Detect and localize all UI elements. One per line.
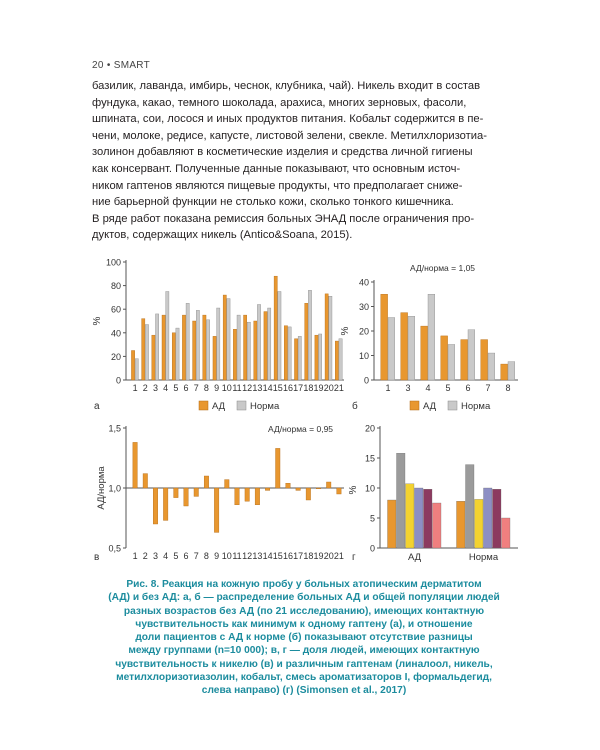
y-tick-label: 10	[358, 351, 369, 361]
caption-line: слева направо) (г) (Simonsen et al., 2017)	[201, 685, 407, 697]
legend-swatch-norma	[237, 401, 246, 410]
bar-ad	[441, 336, 448, 380]
bar-ratio	[337, 488, 341, 494]
bar-ratio	[153, 488, 157, 524]
bar-ad	[131, 351, 134, 381]
y-tick-label: 0,5	[108, 543, 121, 554]
y-tick-label: 20	[358, 326, 369, 337]
bar-hapten	[475, 499, 484, 548]
body-line: золинон добавляют в косметические изделия и средства личной гигиены	[92, 146, 473, 159]
bar-ad	[284, 326, 287, 380]
panel-label: а	[94, 401, 100, 412]
bar-norma	[217, 308, 220, 380]
x-tick-label: 3	[152, 551, 158, 561]
bar-hapten	[397, 453, 406, 548]
x-tick-label: 20	[323, 551, 334, 561]
bar-ratio	[194, 488, 198, 496]
bar-norma	[468, 330, 475, 380]
legend-label: АД	[212, 401, 226, 412]
bar-norma	[237, 315, 240, 380]
bar-norma	[319, 334, 322, 380]
bar-ad	[182, 315, 185, 380]
chart-g	[350, 420, 522, 564]
y-tick-label: 20	[110, 351, 121, 362]
legend-label: Норма	[461, 401, 491, 412]
bar-ad	[264, 312, 267, 380]
bar-ad	[421, 326, 428, 380]
x-tick-label: 7	[193, 551, 199, 561]
y-tick-label: 40	[358, 277, 369, 288]
page-header	[92, 60, 150, 71]
bar-ad	[213, 336, 216, 380]
bar-ratio	[245, 488, 249, 501]
x-tick-label: 10	[221, 551, 232, 561]
bar-norma	[247, 322, 250, 380]
y-axis-label: АД/норма	[96, 466, 107, 510]
journal-name: SMART	[113, 60, 151, 71]
body-line: дуктов, содержащих никель (Antico&Soana, 2015).	[92, 229, 353, 242]
x-tick-label: 7	[193, 383, 199, 393]
bar-ad	[481, 340, 488, 380]
bar-ad	[305, 303, 308, 380]
bar-ad	[381, 294, 388, 380]
y-tick-label: 10	[364, 483, 375, 494]
bar-ratio	[184, 488, 188, 506]
x-tick-label: 1	[132, 551, 138, 561]
bar-hapten	[466, 465, 475, 548]
bar-ratio	[214, 488, 218, 532]
chart-v	[92, 420, 348, 564]
legend-swatch-ad	[410, 401, 419, 410]
y-axis-label: %	[340, 326, 351, 336]
header-separator: •	[106, 60, 111, 71]
bar-hapten	[433, 503, 442, 548]
bar-norma	[448, 344, 455, 380]
page-number: 20	[92, 60, 104, 71]
bar-ad	[501, 364, 508, 380]
bar-ad	[274, 276, 277, 380]
bar-ratio	[326, 482, 330, 488]
caption-line: между группами (n=10 000); в, г — доля людей, имеющих контактную	[128, 645, 480, 657]
legend-swatch-ad	[199, 401, 208, 410]
x-tick-label: 3	[152, 383, 158, 393]
x-tick-label: 9	[214, 551, 220, 561]
bar-norma	[308, 290, 311, 380]
x-tick-label: 18	[303, 551, 314, 561]
body-line: как консервант. Полученные данные показывают, что основным источ-	[92, 162, 461, 175]
bar-ad	[193, 321, 196, 380]
bar-norma	[155, 314, 158, 380]
bar-ad	[233, 329, 236, 380]
bar-norma	[135, 359, 138, 380]
bar-ad	[315, 335, 318, 380]
chart-b	[340, 258, 522, 418]
bar-ratio	[276, 448, 280, 488]
y-tick-label: 60	[110, 304, 121, 315]
x-tick-label: АД	[407, 552, 422, 563]
x-tick-label: Норма	[468, 552, 499, 563]
x-tick-label: 14	[262, 383, 273, 393]
x-tick-label: 8	[203, 383, 209, 393]
x-tick-label: 1	[132, 383, 138, 393]
y-tick-label: 0	[363, 375, 369, 386]
x-tick-label: 6	[465, 383, 471, 393]
y-tick-label: 1,0	[108, 483, 121, 494]
bar-ad	[294, 339, 297, 380]
x-tick-label: 6	[183, 383, 189, 393]
y-axis-label: %	[92, 316, 103, 326]
bar-norma	[488, 353, 495, 380]
x-tick-label: 9	[214, 383, 220, 393]
x-tick-label: 11	[232, 383, 242, 393]
x-tick-label: 13	[252, 551, 263, 561]
x-tick-label: 15	[272, 551, 283, 561]
x-tick-label: 17	[293, 551, 304, 561]
bar-norma	[176, 328, 179, 380]
caption-line: доли пациентов с АД к норме (б) показывают отсутствие разницы	[135, 632, 473, 644]
body-line: В ряде работ показана ремиссия больных ЭНАД после ограничения про-	[92, 212, 475, 225]
caption-line: чувствительность к никелю (в) и различным гаптенам (линалоол, никель,	[115, 658, 493, 670]
figure-caption	[92, 578, 516, 698]
x-tick-label: 14	[262, 551, 273, 561]
x-tick-label: 5	[445, 383, 451, 393]
ratio-annotation: АД/норма = 0,95	[268, 424, 334, 434]
bar-hapten	[388, 500, 397, 548]
bar-norma	[166, 292, 169, 381]
body-line: шпината, сои, лосося и иных продуктов питания. Кобальт содержится в пе-	[92, 113, 484, 126]
x-tick-label: 21	[333, 383, 344, 393]
bar-ratio	[265, 488, 269, 490]
y-tick-label: 0	[369, 543, 375, 554]
bar-ad	[254, 321, 257, 380]
legend-label: Норма	[250, 401, 280, 412]
bar-ratio	[296, 488, 300, 490]
bar-ad	[172, 333, 175, 380]
body-line: базилик, лаванда, имбирь, чеснок, клубника, чай). Никель входит в состав	[92, 80, 481, 92]
body-line: чени, молоке, редисе, капусте, листовой зелени, свекле. Метилхлоризотиа-	[92, 129, 487, 142]
bar-norma	[408, 316, 415, 380]
bar-norma	[428, 294, 435, 380]
x-tick-label: 18	[303, 383, 314, 393]
bar-norma	[339, 339, 342, 380]
body-line: фундука, какао, темного шоколада, арахиса, многих зерновых, фасоли,	[92, 96, 467, 109]
bar-ratio	[163, 488, 167, 520]
bar-ratio	[174, 488, 178, 498]
y-tick-label: 40	[110, 328, 121, 339]
y-tick-label: 20	[364, 423, 375, 434]
caption-line: (АД) и без АД: а, б — распределение больных АД и общей популяции людей	[108, 592, 500, 604]
x-tick-label: 2	[142, 551, 148, 561]
bar-norma	[388, 318, 395, 380]
y-tick-label: 1,5	[108, 423, 121, 434]
x-tick-label: 17	[293, 383, 304, 393]
panel-label: г	[352, 552, 356, 563]
x-tick-label: 21	[333, 551, 344, 561]
x-tick-label: 4	[163, 383, 169, 393]
body-line: ние барьерной функции не столько кожи, сколько тонкого кишечника.	[92, 196, 454, 209]
x-tick-label: 11	[232, 551, 242, 561]
y-tick-label: 80	[110, 281, 121, 292]
legend-swatch-norma	[448, 401, 457, 410]
x-tick-label: 4	[163, 551, 169, 561]
caption-line: чувствительность как минимум к одному гаптену (а), и отношение	[135, 618, 473, 630]
bar-hapten	[457, 501, 466, 548]
bar-norma	[227, 299, 230, 380]
bar-norma	[329, 296, 332, 380]
bar-ad	[223, 295, 226, 380]
bar-ratio	[133, 442, 137, 488]
bar-hapten	[406, 484, 415, 548]
x-tick-label: 12	[242, 551, 253, 561]
y-tick-label: 15	[364, 453, 375, 464]
x-tick-label: 16	[282, 551, 293, 561]
x-tick-label: 8	[203, 551, 209, 561]
x-tick-label: 13	[252, 383, 263, 393]
bar-norma	[145, 325, 148, 380]
bar-norma	[288, 327, 291, 380]
caption-line: Рис. 8. Реакция на кожную пробу у больных атопическим дерматитом	[126, 579, 482, 590]
bar-norma	[508, 362, 515, 380]
bar-ratio	[255, 488, 259, 505]
bar-norma	[257, 304, 260, 380]
bar-norma	[278, 292, 281, 381]
bar-ratio	[316, 488, 320, 489]
x-tick-label: 10	[221, 383, 232, 393]
bar-hapten	[415, 488, 424, 548]
bar-norma	[196, 310, 199, 380]
x-tick-label: 4	[425, 383, 431, 393]
bar-ad	[325, 294, 328, 380]
bar-hapten	[502, 518, 511, 548]
x-tick-label: 20	[323, 383, 334, 393]
legend-label: АД	[423, 401, 437, 412]
bar-ad	[152, 335, 155, 380]
bar-ad	[203, 315, 206, 380]
body-paragraph	[92, 78, 516, 244]
x-tick-label: 3	[405, 383, 411, 393]
bar-norma	[186, 303, 189, 380]
bar-ad	[142, 319, 145, 380]
body-line: ником гаптенов являются пищевые продукты, что предполагает сниже-	[92, 179, 463, 192]
x-tick-label: 5	[173, 551, 179, 561]
bar-hapten	[493, 489, 502, 548]
bar-ad	[401, 313, 408, 380]
bar-ratio	[143, 474, 147, 488]
panel-label: в	[94, 552, 100, 563]
bar-ratio	[225, 480, 229, 488]
x-tick-label: 1	[385, 383, 391, 393]
x-tick-label: 7	[485, 383, 491, 393]
bar-norma	[206, 320, 209, 380]
bar-hapten	[424, 489, 433, 548]
y-tick-label: 30	[358, 302, 369, 312]
y-tick-label: 0	[115, 375, 121, 386]
bar-ad	[335, 341, 338, 380]
x-tick-label: 8	[505, 383, 511, 393]
bar-ratio	[235, 488, 239, 505]
chart-a	[92, 258, 348, 418]
caption-line: метилхлоризотиазолин, кобальт, смесь ароматизаторов I, формальдегид,	[116, 672, 492, 684]
bar-ad	[244, 315, 247, 380]
bar-ratio	[306, 488, 310, 500]
panel-label: б	[352, 401, 358, 412]
bar-ratio	[204, 476, 208, 488]
y-tick-label: 100	[105, 257, 121, 268]
caption-line: разных возрастов без АД (по 21 исследованию), имеющих контактную	[123, 605, 485, 617]
bar-ratio	[286, 483, 290, 488]
x-tick-label: 15	[272, 383, 283, 393]
bar-norma	[298, 336, 301, 380]
y-axis-label: %	[348, 485, 359, 495]
x-tick-label: 12	[242, 383, 253, 393]
bar-norma	[268, 308, 271, 380]
x-tick-label: 19	[313, 383, 324, 393]
bar-hapten	[484, 488, 493, 548]
y-tick-label: 5	[369, 513, 375, 524]
ratio-annotation: АД/норма = 1,05	[410, 263, 476, 273]
x-tick-label: 6	[183, 551, 189, 561]
x-tick-label: 2	[142, 383, 148, 393]
x-tick-label: 19	[313, 551, 324, 561]
x-tick-label: 5	[173, 383, 179, 393]
bar-ad	[461, 340, 468, 380]
bar-ad	[162, 315, 165, 380]
x-tick-label: 16	[282, 383, 293, 393]
